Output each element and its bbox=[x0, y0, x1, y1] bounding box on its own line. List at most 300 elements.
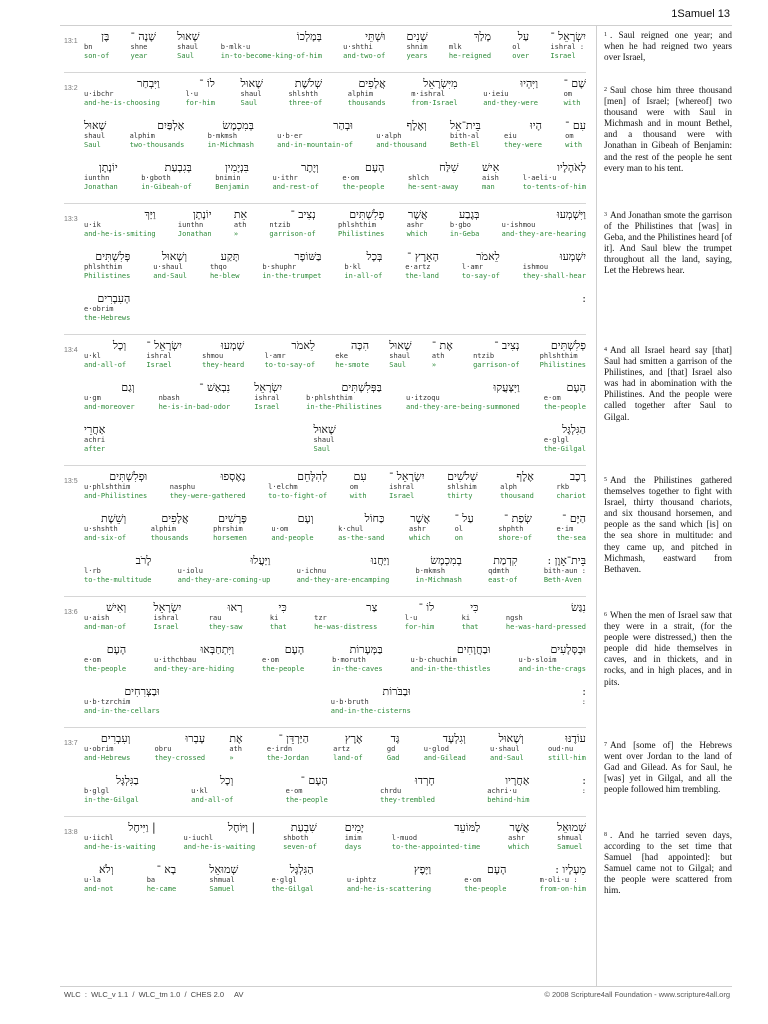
word-column bbox=[345, 821, 364, 852]
word-column bbox=[407, 208, 428, 239]
english-gloss: and-they-are-hearing bbox=[501, 230, 586, 238]
english-gloss: and-six-of bbox=[84, 534, 127, 542]
interlinear-line bbox=[64, 512, 586, 543]
transliteration: m·oli·u : bbox=[539, 876, 578, 884]
transliteration: bith-aun : bbox=[543, 567, 586, 575]
hebrew-word: עִם bbox=[353, 470, 367, 483]
hebrew-word: בְּגֶבַע bbox=[458, 208, 480, 221]
hebrew-word: אֲשֶׁר bbox=[410, 512, 431, 525]
hebrew-word: וּבְסְּלָעִים bbox=[550, 643, 586, 656]
word-column bbox=[490, 732, 524, 763]
transliteration: e·glgl bbox=[543, 436, 570, 444]
english-gloss: Beth-Aven bbox=[543, 576, 582, 584]
interlinear-column bbox=[64, 30, 586, 905]
hebrew-word: הַגִּלְגָּל bbox=[562, 423, 586, 436]
kjv-verse bbox=[604, 830, 732, 897]
hebrew-word: שָׁאוּל bbox=[313, 423, 336, 436]
hebrew-word: יִשְׂרָאֵל bbox=[254, 381, 283, 394]
english-gloss: Saul bbox=[177, 52, 195, 60]
word-column bbox=[84, 423, 105, 454]
word-column bbox=[84, 821, 156, 852]
english-gloss: in-the-Philistines bbox=[306, 403, 382, 411]
hebrew-word: לֵאמֹר bbox=[476, 250, 500, 263]
word-column bbox=[84, 161, 118, 192]
english-gloss: he-was-hard-pressed bbox=[505, 623, 586, 631]
hebrew-word: שָׁמְעוּ bbox=[220, 339, 245, 352]
transliteration: u·ishmou bbox=[501, 221, 536, 229]
english-gloss: chariot bbox=[556, 492, 586, 500]
transliteration: shaul bbox=[84, 132, 106, 140]
word-column bbox=[265, 339, 316, 370]
hebrew-word: יוֹנָתָן bbox=[192, 208, 212, 221]
english-gloss: in-to-become-king-of-him bbox=[220, 52, 322, 60]
word-column bbox=[504, 119, 542, 150]
hebrew-word: וְאֶלֶף bbox=[406, 119, 427, 132]
kjv-verse-number: 8 bbox=[604, 832, 607, 838]
word-column bbox=[406, 381, 520, 412]
english-gloss: Philistines bbox=[539, 361, 586, 369]
hebrew-word: שָׁם ־ bbox=[563, 77, 586, 90]
transliteration: ba bbox=[146, 876, 156, 884]
hebrew-word: וְיֶתֶר bbox=[301, 161, 319, 174]
transliteration: e·om bbox=[464, 876, 482, 884]
transliteration: b·mkmsh bbox=[207, 132, 238, 140]
english-gloss: » bbox=[233, 230, 239, 238]
verse-block bbox=[64, 72, 586, 192]
transliteration: l·rb bbox=[84, 567, 101, 575]
transliteration: u·ithchbau bbox=[154, 656, 197, 664]
english-gloss: the-people bbox=[342, 183, 385, 191]
hebrew-word: לְהִלָּחֵם bbox=[297, 470, 328, 483]
hebrew-word: כַּחוֹל bbox=[364, 512, 385, 525]
transliteration: b·shuphr bbox=[262, 263, 297, 271]
english-gloss: Israel bbox=[389, 492, 415, 500]
hebrew-word: הָעָם bbox=[487, 863, 507, 876]
hebrew-word: וְאִישׁ bbox=[106, 601, 127, 614]
english-gloss: and-thousand bbox=[376, 141, 427, 149]
hebrew-word: לַמּוֹעֵד bbox=[454, 821, 481, 834]
transliteration: ki bbox=[461, 614, 471, 622]
transliteration: u·ithr bbox=[272, 174, 298, 182]
word-column bbox=[411, 77, 457, 108]
word-column bbox=[389, 470, 425, 501]
word-column bbox=[500, 470, 534, 501]
hebrew-word: אֵת bbox=[233, 208, 248, 221]
transliteration: shmual bbox=[557, 834, 583, 842]
transliteration: ngsh bbox=[505, 614, 523, 622]
hebrew-word: בַגִּלְגָּל bbox=[115, 774, 139, 787]
english-gloss: to-the-appointed-time bbox=[391, 843, 481, 851]
word-column bbox=[506, 601, 586, 632]
hebrew-word: אִישׁ bbox=[482, 161, 500, 174]
word-column bbox=[146, 339, 182, 370]
word-column bbox=[380, 774, 435, 805]
word-column bbox=[178, 208, 212, 239]
hebrew-word: וְגִלְעָד bbox=[442, 732, 466, 745]
english-gloss: they-trembled bbox=[380, 796, 435, 804]
word-column bbox=[447, 470, 477, 501]
english-gloss: in-the-caves bbox=[332, 665, 383, 673]
interlinear-line bbox=[64, 774, 586, 805]
transliteration: ntzib bbox=[473, 352, 495, 360]
english-gloss: with bbox=[565, 141, 583, 149]
english-gloss: to-tents-of-him bbox=[522, 183, 586, 191]
transliteration: b·moruth bbox=[332, 656, 366, 664]
english-gloss: thousand bbox=[500, 492, 534, 500]
verse-number: 13:8 bbox=[64, 829, 78, 836]
kjv-verse-number: 5 bbox=[604, 477, 607, 483]
word-column bbox=[350, 470, 367, 501]
hebrew-word: עִם ־ bbox=[565, 119, 586, 132]
hebrew-word: נְצִיב ־ bbox=[494, 339, 520, 352]
transliteration: u·iuchl bbox=[183, 834, 214, 842]
word-column bbox=[508, 821, 529, 852]
hebrew-word: יִשְׂרָאֵל bbox=[153, 601, 182, 614]
word-column bbox=[131, 30, 156, 61]
english-gloss: in-Geba bbox=[449, 230, 480, 238]
hebrew-word: אֲשֶׁר bbox=[407, 208, 428, 221]
hebrew-word: וְכָל bbox=[219, 774, 234, 787]
english-gloss: and-Saul bbox=[153, 272, 188, 280]
word-column bbox=[482, 161, 499, 192]
hebrew-word: נֶאֶסְפוּ bbox=[220, 470, 246, 483]
verse-block bbox=[64, 203, 586, 323]
hebrew-word: יִשְׂרָאֵל ־ bbox=[146, 339, 182, 352]
transliteration: shlch bbox=[407, 174, 430, 182]
hebrew-word: שְׁלֹשֶׁת bbox=[294, 77, 323, 90]
english-gloss: the-people bbox=[543, 403, 586, 411]
hebrew-word: יָמִים bbox=[344, 821, 364, 834]
word-column bbox=[523, 161, 586, 192]
transliteration: u·glod bbox=[423, 745, 449, 753]
transliteration: e·glgl bbox=[271, 876, 297, 884]
english-gloss: the-people bbox=[84, 665, 127, 673]
english-gloss: and-they-are-being-summoned bbox=[405, 403, 520, 411]
hebrew-word: הָעָם bbox=[106, 643, 127, 656]
transliteration: u·shthi bbox=[343, 43, 373, 51]
kjv-verse bbox=[604, 475, 732, 575]
word-column bbox=[464, 863, 506, 894]
transliteration: tzr bbox=[314, 614, 327, 622]
hebrew-word: בָא ־ bbox=[156, 863, 177, 876]
interlinear-line bbox=[64, 685, 586, 716]
kjv-verse-text: And the Philistines gathered themselves together to fight with Israel, thirty thousand chariots, and six thousand horsemen, and people as the sand which [is] on the sea shore in multitude: and they came up, and pitched in Michmash, eastward from Bethaven. bbox=[604, 475, 732, 574]
transliteration: l·elchm bbox=[268, 483, 298, 491]
verse-number: 13:4 bbox=[64, 347, 78, 354]
hebrew-word: וְשֵׁשֶׁת bbox=[101, 512, 127, 525]
english-gloss: they-were-gathered bbox=[169, 492, 246, 500]
word-column bbox=[564, 77, 586, 108]
hebrew-word: שָׁאוּל bbox=[84, 119, 107, 132]
kjv-verse-text: . Saul reigned one year; and when he had reigned two years over Israel, bbox=[604, 30, 732, 63]
word-column bbox=[314, 601, 377, 632]
english-gloss: and-they-are-coming-up bbox=[177, 576, 271, 584]
transliteration: iunthn bbox=[177, 221, 204, 229]
transliteration: b·glgl bbox=[84, 787, 110, 795]
english-gloss: days bbox=[344, 843, 362, 851]
hebrew-word: שָׁנָה ־ bbox=[130, 30, 156, 43]
english-gloss: years bbox=[406, 52, 428, 60]
transliteration: u·shshth bbox=[84, 525, 118, 533]
english-gloss: and-in-the-thistles bbox=[410, 665, 491, 673]
transliteration: e·obrim bbox=[84, 305, 114, 313]
word-column bbox=[544, 381, 586, 412]
english-gloss: and-he-is-smiting bbox=[84, 230, 156, 238]
transliteration: ishral : bbox=[550, 43, 585, 51]
kjv-verse-number: 3 bbox=[604, 212, 607, 218]
english-gloss: son-of bbox=[84, 52, 110, 60]
english-gloss: » bbox=[229, 754, 234, 762]
verse-block bbox=[64, 465, 586, 585]
word-column bbox=[84, 208, 156, 239]
hebrew-word: נִגַּשׂ bbox=[570, 601, 586, 614]
hebrew-word: לָרֹב bbox=[135, 554, 152, 567]
word-column bbox=[376, 119, 427, 150]
hebrew-word: כִּי bbox=[470, 601, 479, 614]
hebrew-word: בְּמִכְמָשׂ bbox=[222, 119, 254, 132]
english-gloss: Philistines bbox=[84, 272, 131, 280]
hebrew-word: | וַיּוֹחֶל bbox=[227, 821, 256, 834]
english-gloss: the-Hebrews bbox=[84, 314, 131, 322]
transliteration: u·b·bruth bbox=[330, 698, 369, 706]
transliteration: ashr bbox=[508, 834, 526, 842]
english-gloss: and-they-were bbox=[483, 99, 539, 107]
word-column bbox=[84, 250, 130, 281]
english-gloss: which bbox=[406, 230, 428, 238]
english-gloss: and-he-is-choosing bbox=[84, 99, 160, 107]
word-column bbox=[512, 30, 529, 61]
transliteration: b·mkmsh bbox=[415, 567, 446, 575]
transliteration: phlshthim bbox=[84, 263, 122, 271]
transliteration: u·om bbox=[271, 525, 289, 533]
english-gloss: Israel bbox=[550, 52, 576, 60]
hebrew-word: וְעָם bbox=[297, 512, 314, 525]
page-title: 1Samuel 13 bbox=[671, 8, 730, 20]
hebrew-word: צַר bbox=[366, 601, 378, 614]
english-gloss: two-thousands bbox=[129, 141, 185, 149]
hebrew-word: הָעָם bbox=[365, 161, 385, 174]
transliteration: artz bbox=[333, 745, 351, 753]
hebrew-word: כִּי bbox=[278, 601, 287, 614]
kjv-verse-number: 7 bbox=[604, 742, 607, 748]
transliteration: u·ik bbox=[84, 221, 101, 229]
transliteration: u·phlshthim bbox=[84, 483, 131, 491]
transliteration: bnimin bbox=[215, 174, 241, 182]
transliteration: alph bbox=[500, 483, 518, 491]
interlinear-line bbox=[64, 601, 586, 632]
word-column bbox=[271, 863, 313, 894]
word-column bbox=[405, 250, 439, 281]
hebrew-word: בֵּית־אָוֶן : bbox=[547, 554, 586, 567]
kjv-verse-number: 2 bbox=[604, 87, 607, 93]
english-gloss: he-was-distress bbox=[314, 623, 378, 631]
word-column bbox=[502, 208, 586, 239]
english-gloss: still-him bbox=[547, 754, 586, 762]
word-column bbox=[347, 863, 431, 894]
word-column bbox=[84, 30, 109, 61]
english-gloss: he-reigned bbox=[448, 52, 492, 60]
transliteration: chrdu bbox=[380, 787, 402, 795]
word-column bbox=[313, 423, 335, 454]
transliteration: shne bbox=[130, 43, 148, 51]
transliteration: qdmth bbox=[488, 567, 510, 575]
word-column bbox=[178, 554, 271, 585]
verse-number: 13:1 bbox=[64, 38, 78, 45]
hebrew-word: לְאֹהָלָיו bbox=[557, 161, 586, 174]
hebrew-word: קִדְמַת bbox=[493, 554, 518, 567]
transliteration: rau bbox=[208, 614, 222, 622]
transliteration: shnim bbox=[406, 43, 428, 51]
word-column bbox=[462, 601, 479, 632]
transliteration: gd bbox=[386, 745, 396, 753]
transliteration: l·amr bbox=[264, 352, 286, 360]
transliteration: ishral bbox=[153, 614, 179, 622]
hebrew-word: וַיִּשְׁמְעוּ bbox=[556, 208, 586, 221]
kjv-verse bbox=[604, 85, 732, 174]
transliteration: l·u bbox=[404, 614, 418, 622]
english-gloss: Philistines bbox=[337, 230, 385, 238]
word-column bbox=[268, 470, 327, 501]
hebrew-word: שָׁאוּל bbox=[389, 339, 412, 352]
transliteration: b·mlk·u bbox=[220, 43, 251, 51]
hebrew-word: וְשָׁאוּל bbox=[498, 732, 524, 745]
transliteration: thqo bbox=[209, 263, 227, 271]
word-column bbox=[389, 339, 411, 370]
transliteration: ki bbox=[269, 614, 279, 622]
transliteration: rkb bbox=[556, 483, 570, 491]
english-gloss: behind-him bbox=[487, 796, 530, 804]
word-column bbox=[409, 512, 430, 543]
verse-block bbox=[64, 727, 586, 805]
transliteration: om bbox=[349, 483, 359, 491]
word-column bbox=[407, 30, 428, 61]
hebrew-word: הִכָּה bbox=[350, 339, 370, 352]
kjv-verse-text: . And he tarried seven days, according to the set time that Samuel [had appointed]: but Samuel came not to Gilgal; and the people were scattered from him. bbox=[604, 830, 732, 896]
transliteration: achri bbox=[84, 436, 106, 444]
interlinear-line bbox=[64, 339, 586, 370]
transliteration: ishral bbox=[389, 483, 415, 491]
word-column bbox=[84, 685, 160, 716]
transliteration: phlshthim bbox=[337, 221, 376, 229]
hebrew-word: לוֹ ־ bbox=[418, 601, 435, 614]
interlinear-line bbox=[64, 119, 586, 150]
hebrew-word: : bbox=[582, 774, 586, 787]
word-column bbox=[84, 732, 130, 763]
word-column bbox=[84, 470, 147, 501]
word-column bbox=[333, 732, 363, 763]
transliteration: e·om bbox=[285, 787, 303, 795]
word-column bbox=[271, 512, 313, 543]
transliteration: ntzib bbox=[269, 221, 291, 229]
transliteration: u·ibchr bbox=[84, 90, 114, 98]
english-gloss: Israel bbox=[146, 361, 172, 369]
word-column bbox=[153, 250, 187, 281]
english-gloss: land-of bbox=[333, 754, 363, 762]
transliteration: ath bbox=[431, 352, 445, 360]
transliteration: phrshim bbox=[213, 525, 243, 533]
transliteration: shaul bbox=[240, 90, 262, 98]
word-column bbox=[84, 339, 126, 370]
transliteration: ashr bbox=[406, 221, 424, 229]
kjv-verse-text: And Jonathan smote the garrison of the Philistines that [was] in Geba, and the Philistines heard [of it]. And Saul blew the trumpet throughout all the land, saying, Let the Hebrews hear. bbox=[604, 210, 732, 276]
english-gloss: thirty bbox=[447, 492, 473, 500]
english-gloss: to-to-say-of bbox=[264, 361, 316, 369]
english-gloss: and-man-of bbox=[84, 623, 127, 631]
english-gloss: as-the-sand bbox=[338, 534, 385, 542]
transliteration: u·iphtz bbox=[346, 876, 377, 884]
transliteration: shphth bbox=[498, 525, 524, 533]
word-column bbox=[177, 30, 199, 61]
hebrew-word: לֵאמֹר bbox=[291, 339, 316, 352]
english-gloss: which bbox=[408, 534, 431, 542]
english-gloss: he-is-in-bad-odor bbox=[158, 403, 231, 411]
english-gloss: to-the-multitude bbox=[84, 576, 152, 584]
kjv-verse bbox=[604, 610, 732, 688]
english-gloss: Samuel bbox=[557, 843, 583, 851]
word-column bbox=[519, 643, 586, 674]
english-gloss: three-of bbox=[288, 99, 323, 107]
word-column bbox=[262, 250, 321, 281]
english-gloss: horsemen bbox=[213, 534, 247, 542]
english-gloss: and-moreover bbox=[84, 403, 135, 411]
interlinear-line bbox=[64, 30, 586, 61]
hebrew-word: וַיַּעֲלוּ bbox=[250, 554, 271, 567]
word-column bbox=[432, 339, 453, 370]
english-gloss: » bbox=[431, 361, 437, 369]
hebrew-word: הָעָם ־ bbox=[300, 774, 328, 787]
english-gloss: to-to-fight-of bbox=[268, 492, 328, 500]
word-column bbox=[449, 30, 491, 61]
hebrew-word: וְעִבְרִים bbox=[100, 732, 131, 745]
hebrew-word: וַיַּחֲנוּ bbox=[370, 554, 390, 567]
hebrew-word: שְׁמוּאֵל bbox=[209, 863, 239, 876]
hebrew-word: בַּפְּלִשְׁתִּים bbox=[341, 381, 382, 394]
transliteration: m·ishral bbox=[411, 90, 445, 98]
english-gloss: and-Saul bbox=[490, 754, 524, 762]
transliteration: u·itzoqu bbox=[405, 394, 440, 402]
hebrew-word: עָבְרוּ bbox=[185, 732, 206, 745]
word-column bbox=[550, 30, 586, 61]
word-column bbox=[498, 512, 532, 543]
word-column bbox=[338, 208, 384, 239]
hebrew-word: פָּרָשִׁים bbox=[218, 512, 247, 525]
transliteration: mlk bbox=[448, 43, 462, 51]
verse-block bbox=[64, 334, 586, 454]
footer-copyright: © 2008 Scripture4all Foundation - www.scripture4all.org bbox=[544, 990, 730, 999]
transliteration: : bbox=[581, 698, 586, 706]
transliteration: u·b·chuchim bbox=[410, 656, 457, 664]
transliteration: obru bbox=[154, 745, 172, 753]
word-column bbox=[262, 643, 304, 674]
word-column bbox=[267, 732, 309, 763]
english-gloss: in-Michmash bbox=[207, 141, 254, 149]
transliteration: eiu bbox=[504, 132, 517, 140]
word-column bbox=[582, 292, 586, 323]
verse-number: 13:7 bbox=[64, 740, 78, 747]
verse-number: 13:5 bbox=[64, 478, 78, 485]
interlinear-line bbox=[64, 161, 586, 192]
word-column bbox=[210, 250, 240, 281]
hebrew-word: אֲלָפִים bbox=[358, 77, 386, 90]
word-column bbox=[84, 292, 130, 323]
word-column bbox=[154, 643, 234, 674]
transliteration: u·iichl bbox=[84, 834, 114, 842]
word-column bbox=[297, 554, 390, 585]
english-gloss: after bbox=[84, 445, 106, 453]
english-gloss: the-sea bbox=[556, 534, 586, 542]
hebrew-word: הַגִּלְגָּל bbox=[289, 863, 314, 876]
hebrew-word: אַחֲרָיו bbox=[505, 774, 530, 787]
